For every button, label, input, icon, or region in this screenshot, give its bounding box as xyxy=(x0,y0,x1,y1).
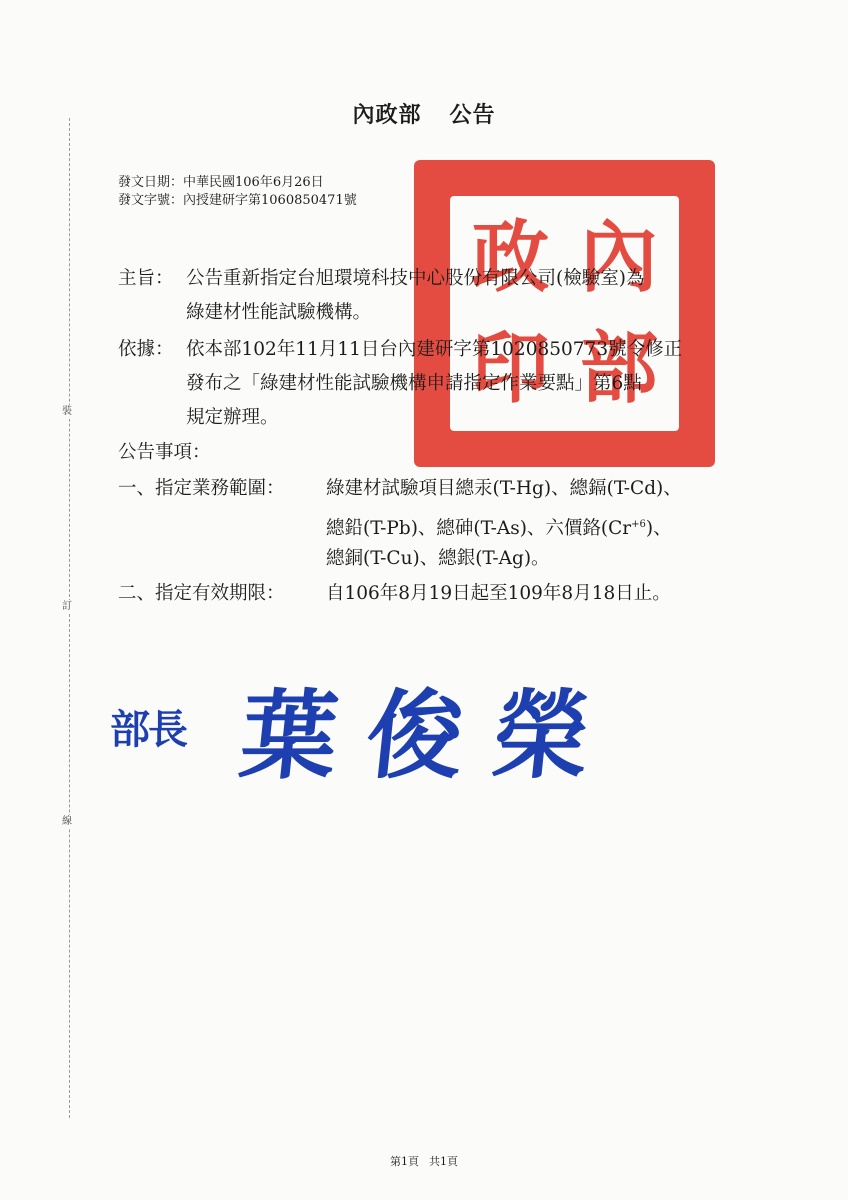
item1-line-3: 總銅(T-Cu)、總銀(T-Ag)。 xyxy=(326,548,550,569)
item1-superscript: +6 xyxy=(631,519,646,530)
basis-line-2: 發布之「綠建材性能試驗機構申請指定作業要點」第6點 xyxy=(186,373,642,394)
title-org: 內政部 xyxy=(352,102,422,128)
item2-label: 二、指定有效期限： xyxy=(118,583,285,604)
seal-char-1: 政 xyxy=(471,212,550,303)
page-footer xyxy=(0,1153,848,1169)
item1-line-2 xyxy=(326,508,672,546)
seal-char-3: 印 xyxy=(471,324,550,415)
binding-mark-zhuang: 裝 xyxy=(62,406,72,417)
item1-line-2-text: 總鉛(T-Pb)、總砷(T-As)、六價鉻(Cr xyxy=(326,518,632,540)
basis-line-3: 規定辦理。 xyxy=(186,407,279,428)
item1-line-2-end: )、 xyxy=(645,518,672,540)
notice-heading: 公告事項： xyxy=(118,442,211,463)
document-number: 發文字號：內授建研字第1060850471號 xyxy=(118,193,357,208)
signature-name: 葉俊榮 xyxy=(235,679,626,792)
issue-date: 發文日期：中華民國106年6月26日 xyxy=(118,175,324,190)
subject-label: 主旨： xyxy=(118,268,174,289)
subject-line-2: 綠建材性能試驗機構。 xyxy=(186,302,372,323)
page-number: 第1頁 xyxy=(390,1155,419,1168)
item1-line-1: 綠建材試驗項目總汞(T-Hg)、總鎘(T-Cd)、 xyxy=(326,478,682,499)
item2-text: 自106年8月19日起至109年8月18日止。 xyxy=(326,583,671,604)
binding-line xyxy=(69,118,70,1118)
page-total: 共1頁 xyxy=(429,1155,458,1168)
seal-char-2: 部 xyxy=(579,324,658,415)
basis-line-1: 依本部102年11月11日台內建研字第1020850773號令修正 xyxy=(186,339,683,360)
title-notice: 公告 xyxy=(449,102,496,128)
item1-label: 一、指定業務範圍： xyxy=(118,478,285,499)
subject-line-1: 公告重新指定台旭環境科技中心股份有限公司(檢驗室)為 xyxy=(186,268,645,289)
signature-title: 部長 xyxy=(110,706,186,753)
page-title xyxy=(0,98,848,129)
basis-label: 依據： xyxy=(118,339,174,360)
official-seal xyxy=(414,160,715,467)
binding-mark-ding: 訂 xyxy=(62,601,72,612)
seal-char-0: 內 xyxy=(579,212,658,303)
binding-mark-xian: 線 xyxy=(62,816,72,827)
